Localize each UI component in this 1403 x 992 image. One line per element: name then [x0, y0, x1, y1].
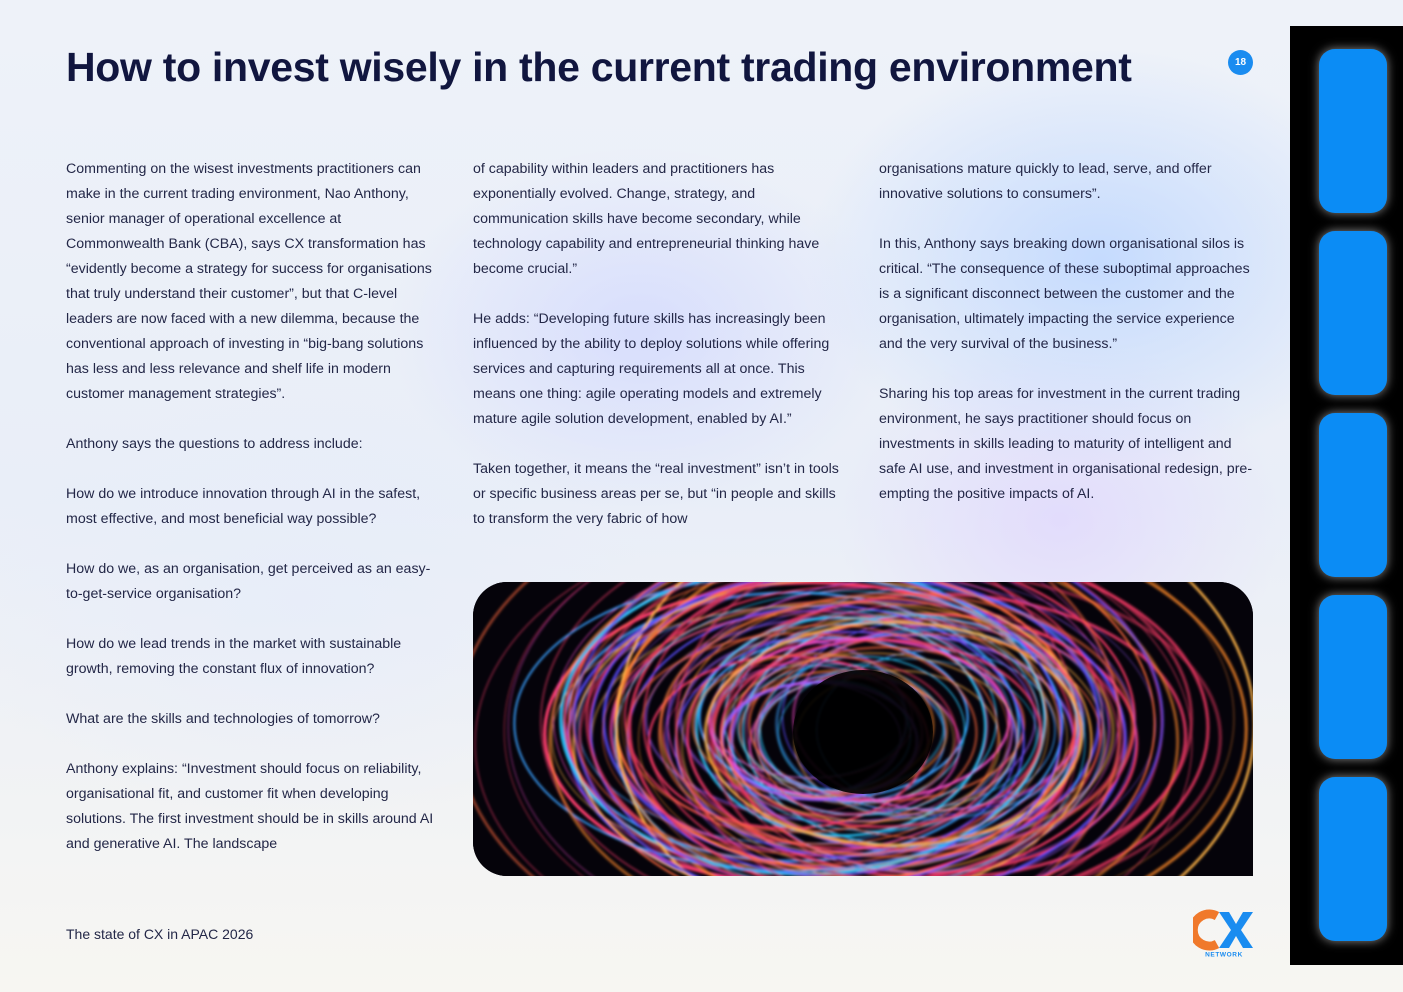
paragraph: Anthony says the questions to address include: — [66, 436, 363, 452]
section-tab-4[interactable] — [1319, 595, 1387, 759]
text-column-2 — [473, 157, 848, 532]
paragraph: Sharing his top areas for investment in the current trading environment, he says practitioner should focus on investments in skills leading to maturity of intelligent and safe AI use, and investment in organisational redesign, pre-empting the positive impacts of AI. — [879, 386, 1253, 502]
paragraph: How do we, as an organisation, get perceived as an easy-to-get-service organisation? — [66, 561, 431, 602]
section-tab-1[interactable] — [1319, 49, 1387, 213]
paragraph: He adds: “Developing future skills has increasingly been influenced by the ability to deploy solutions while offering services and capturing requirements all at once. This means one thing: agile operating models and extremely mature agile solution development, enabled by AI.” — [473, 311, 830, 427]
section-nav-sidebar — [1290, 26, 1403, 965]
section-tab-2[interactable] — [1319, 231, 1387, 395]
hero-image-light-rings — [473, 582, 1253, 876]
paragraph: Anthony explains: “Investment should focus on reliability, organisational fit, and customer fit when developing solutions. The first investment should be in skills around AI and generative AI. The landscape — [66, 761, 434, 852]
paragraph: How do we lead trends in the market with sustainable growth, removing the constant flux of innovation? — [66, 636, 402, 677]
svg-text:NETWORK: NETWORK — [1205, 951, 1243, 958]
cx-network-logo — [1193, 908, 1255, 958]
text-column-1 — [66, 157, 441, 857]
page-number-badge: 18 — [1228, 50, 1253, 75]
page-title: How to invest wisely in the current trading environment — [66, 44, 1132, 90]
paragraph: In this, Anthony says breaking down organisational silos is critical. “The consequence of these suboptimal approaches is a significant disconnect between the customer and the organisation, ultimately impacting the service experience and the very survival of the business.” — [879, 236, 1250, 352]
paragraph: How do we introduce innovation through AI in the safest, most effective, and most beneficial way possible? — [66, 486, 421, 527]
paragraph: What are the skills and technologies of tomorrow? — [66, 711, 380, 727]
paragraph: of capability within leaders and practitioners has exponentially evolved. Change, strategy, and communication skills have become secondary, while technology capability and entrepreneurial thinking have become crucial.” — [473, 161, 820, 277]
text-column-3 — [879, 157, 1254, 507]
paragraph: organisations mature quickly to lead, serve, and offer innovative solutions to consumers”. — [879, 161, 1212, 202]
section-tab-3[interactable] — [1319, 413, 1387, 577]
paragraph: Taken together, it means the “real investment” isn’t in tools or specific business areas per se, but “in people and skills to transform the very fabric of how — [473, 461, 839, 527]
publication-footer: The state of CX in APAC 2026 — [66, 926, 254, 942]
section-tab-5[interactable] — [1319, 777, 1387, 941]
paragraph: Commenting on the wisest investments practitioners can make in the current trading environment, Nao Anthony, senior manager of operational excellence at Commonwealth Bank (CBA), says CX transformation has “evidently become a strategy for success for organisations that truly understand their customer”, but that C-level leaders are now faced with a new dilemma, because the conventional approach of investing in “big-bang solutions has less and less relevance and shelf life in modern customer management strategies”. — [66, 161, 432, 402]
